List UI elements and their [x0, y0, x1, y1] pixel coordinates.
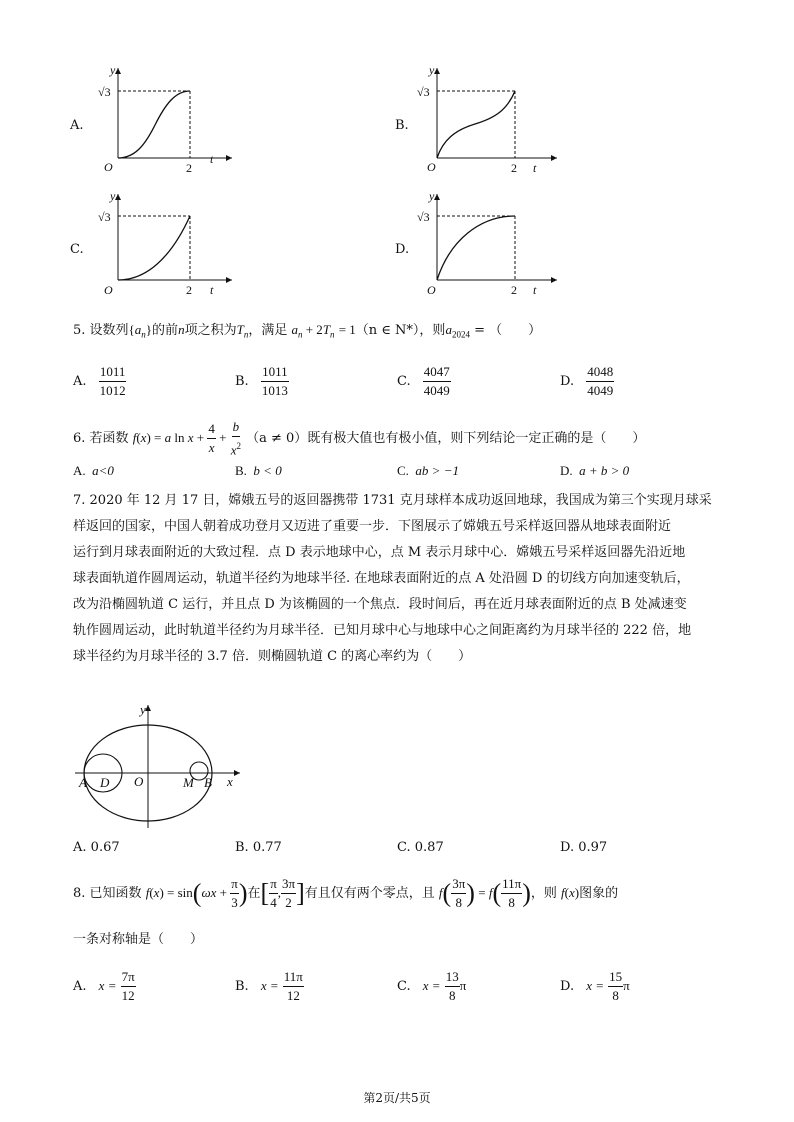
y-tick-label: √3 — [417, 210, 430, 224]
origin-label: O — [427, 160, 436, 174]
q7-option-d[interactable]: D. 0.97 — [560, 840, 608, 855]
q5-option-b[interactable]: B. $\frac{1011}{1013}$ — [235, 364, 288, 398]
q7-line: 改为沿椭圆轨道 C 运行，并且点 D 为该椭圆的一个焦点．段时间后，再在近月球表面附近的点 B 处减速变 — [73, 597, 687, 612]
q5-option-a[interactable]: A. $\frac{1011}{1012}$ — [73, 364, 126, 398]
q6-option-c[interactable]: C. ab > −1 — [397, 463, 459, 478]
x-tick-label: 2 — [186, 161, 192, 175]
q7-line: 球半径约为月球半径的 3.7 倍．则椭圆轨道 C 的离心率约为（ ） — [73, 649, 472, 664]
q5-stem: 5. 设数列$\{a_n\}$的前n项之积为$T_n$，满足 $a_n + 2T_n = 1(n$ ∈ N*），则$a_{2024}$ = （ ） — [73, 322, 542, 340]
q7-line: 7. 2020 年 12 月 17 日，嫦娥五号的返回器携带 1731 克月球样本成功返回地球，我国成为第三个实现月球采 — [73, 493, 712, 508]
y-tick-label: √3 — [98, 85, 111, 99]
option-label: B. — [395, 118, 409, 133]
q8-stem-line2: 一条对称轴是（ ） — [73, 932, 204, 947]
q7-line: 轨作圆周运动，此时轨道半径约为月球半径．已知月球中心与地球中心之间距离约为月球半径的 222 倍，地 — [73, 623, 692, 638]
option-label: A. — [70, 118, 84, 133]
y-axis-label: y — [110, 190, 116, 203]
q7-line: 球表面轨道作圆周运动，轨道半径约为地球半径. 在地球表面附近的点 A 处沿圆 D 的切线方向加速变轨后， — [73, 571, 690, 586]
q8-option-d[interactable]: D. x = $\frac{15}{8}$ π — [560, 969, 630, 1003]
origin-label: O — [134, 774, 144, 789]
y-axis-label: y — [140, 702, 146, 717]
q6-option-a[interactable]: A. a<0 — [73, 463, 114, 478]
graph-c-svg — [90, 190, 240, 305]
option-label: C. — [70, 242, 84, 257]
q7-option-a[interactable]: A. 0.67 — [73, 840, 120, 855]
q6-option-d[interactable]: D. a + b > 0 — [560, 463, 630, 478]
graph-a-svg — [90, 60, 240, 175]
q5-option-c[interactable]: C. $\frac{4047}{4049}$ — [397, 364, 450, 398]
q6-option-b[interactable]: B. b < 0 — [235, 463, 282, 478]
x-tick-label: 2 — [186, 283, 192, 297]
y-tick-label: √3 — [417, 85, 430, 99]
q8-option-b[interactable]: B. x = $\frac{11\pi}{12}$ — [235, 969, 303, 1003]
option-label: D. — [395, 242, 410, 257]
q8-option-a[interactable]: A. x = $\frac{7\pi}{12}$ — [73, 969, 135, 1003]
q5-option-d[interactable]: D. $\frac{4048}{4049}$ — [560, 364, 614, 398]
q7-stem — [73, 488, 723, 670]
point-m-label: M — [183, 775, 194, 790]
page-footer: 第2页/共5页 — [363, 1091, 431, 1105]
q7-line: 运行到月球表面附近的大致过程．点 D 表示地球中心，点 M 表示月球中心．嫦娥五号采样返回器先沿近地 — [73, 545, 686, 560]
graph-c — [70, 190, 240, 305]
graph-d-svg — [415, 190, 565, 305]
x-axis-label: x — [227, 774, 233, 789]
y-axis-label: y — [110, 63, 116, 77]
graph-a — [70, 60, 240, 175]
q8-option-c[interactable]: C. x = $\frac{13}{8}$ π — [397, 969, 467, 1003]
graph-b-svg — [415, 60, 565, 175]
x-axis-label: t — [533, 161, 537, 175]
q7-option-c[interactable]: C. 0.87 — [397, 840, 444, 855]
x-tick-label: 2 — [511, 161, 517, 175]
origin-label: O — [427, 283, 436, 297]
x-axis-label: t — [210, 152, 214, 166]
q7-orbit-diagram — [70, 700, 250, 835]
x-tick-label: 2 — [511, 283, 517, 297]
point-d-label: D — [100, 775, 110, 790]
graph-d — [395, 190, 565, 305]
q7-line: 样返回的国家，中国人朝着成功登月又迈进了重要一步．下图展示了嫦娥五号采样返回器从地球表面附近 — [73, 519, 672, 534]
y-axis-label: y — [429, 63, 435, 77]
origin-label: O — [104, 283, 113, 297]
x-axis-label: t — [533, 283, 537, 297]
q7-option-b[interactable]: B. 0.77 — [235, 840, 282, 855]
origin-label: O — [104, 160, 113, 174]
graph-b — [395, 60, 565, 175]
q8-stem: 8. 已知函数 f(x) = sin(ωx + $\frac{\pi}{3}$ )在[ $\frac{\pi}{4}$ , $\frac{3\pi}{2}$ ]有且仅有两个零点，且 f( $\frac{3\pi}{8}$ ) = f( $\frac{11\pi}{8}$ )，则 f(x)图象的 — [73, 876, 619, 910]
q6-stem: 6. 若函数 f(x) = a ln x + $\frac{4}{x}$ + $\frac{b}{x^2}$ （a ≠ 0）既有极大值也有极小值，则下列结论一定正确的是（ ） — [73, 419, 646, 458]
x-axis-label: t — [210, 283, 214, 297]
y-axis-label: y — [429, 190, 435, 203]
point-a-label: A — [79, 775, 87, 790]
point-b-label: B — [204, 775, 212, 790]
y-tick-label: √3 — [98, 210, 111, 224]
